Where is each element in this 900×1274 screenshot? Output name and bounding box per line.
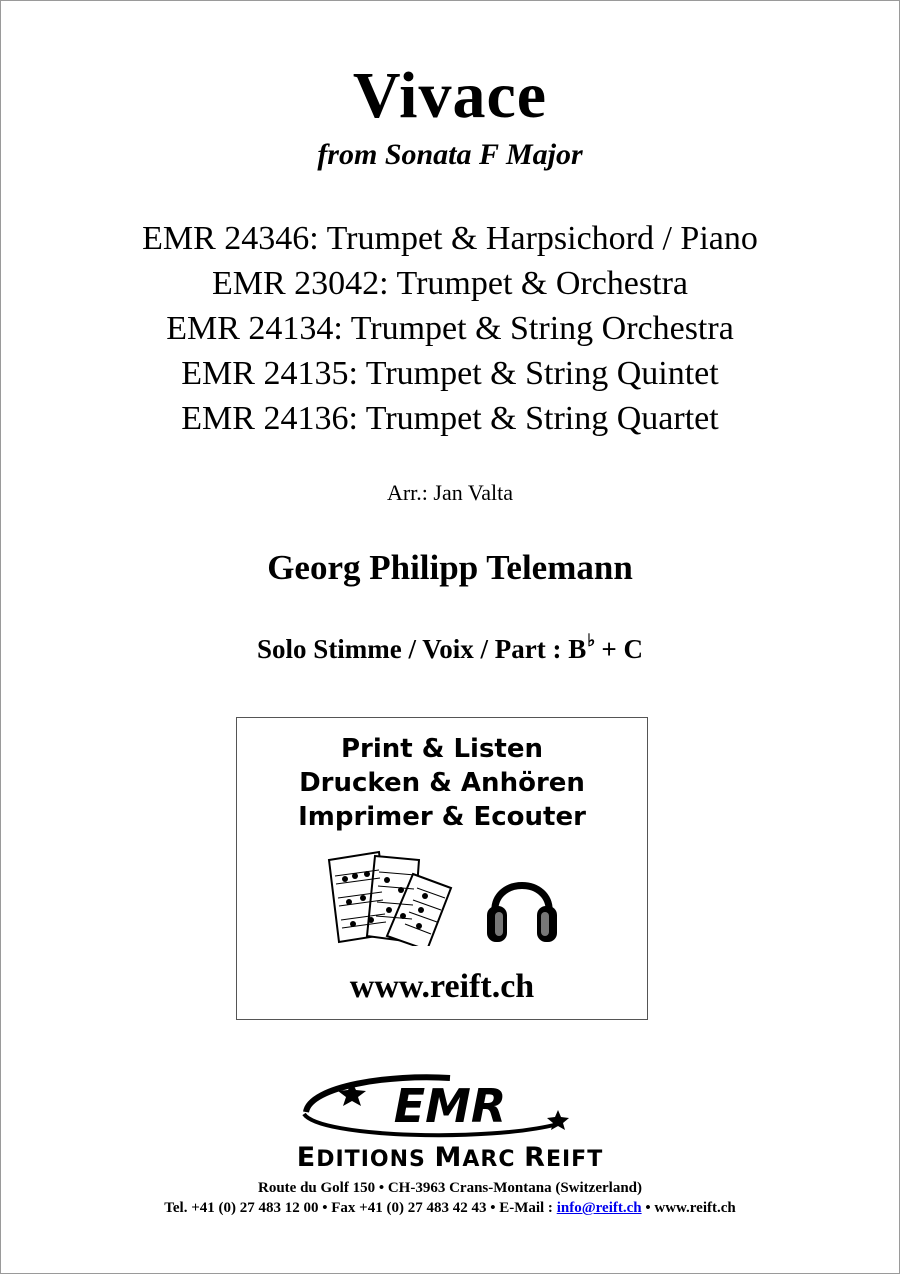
part-suffix: + C	[601, 634, 643, 664]
email-link[interactable]: info@reift.ch	[556, 1200, 642, 1216]
headphones-icon	[485, 866, 559, 946]
emr-logo-icon	[300, 1072, 600, 1142]
promo-line-german: Drucken & Anhören	[299, 768, 585, 798]
edition-item: EMR 24135: Trumpet & String Quintet	[181, 355, 719, 392]
composer: Georg Philipp Telemann	[267, 548, 633, 587]
score-subtitle: from Sonata F Major	[317, 138, 583, 171]
part-label: Solo Stimme / Voix / Part : B	[257, 634, 587, 664]
part-info	[0, 631, 900, 665]
logo-text: EMR	[393, 1079, 507, 1133]
publisher-name-part: ARC	[462, 1147, 525, 1172]
publisher-name	[0, 1142, 900, 1173]
promo-line-french: Imprimer & Ecouter	[298, 802, 586, 832]
publisher-name-part: M	[434, 1142, 463, 1173]
promo-line-english: Print & Listen	[340, 734, 544, 764]
publisher-name-part: E	[296, 1142, 317, 1173]
score-title: Vivace	[352, 59, 548, 132]
arranger: Arr.: Jan Valta	[386, 480, 514, 505]
promo-url: www.reift.ch	[349, 968, 535, 1005]
publisher-name-part: EIFT	[545, 1147, 604, 1172]
contact-suffix: • www.reift.ch	[641, 1200, 736, 1216]
print-listen-box	[236, 717, 648, 1020]
sheet-music-icon	[327, 846, 457, 946]
publisher-contact	[0, 1200, 900, 1217]
edition-list	[0, 216, 900, 441]
contact-prefix: Tel. +41 (0) 27 483 12 00 • Fax +41 (0) 27 483 42 43 • E-Mail :	[164, 1200, 557, 1216]
edition-item: EMR 24346: Trumpet & Harpsichord / Piano	[142, 220, 758, 257]
edition-item: EMR 24134: Trumpet & String Orchestra	[166, 310, 734, 347]
publisher-name-part: DITIONS	[316, 1147, 435, 1172]
flat-symbol: ♭	[587, 631, 596, 650]
publisher-name-part: R	[524, 1142, 546, 1173]
edition-item: EMR 24136: Trumpet & String Quartet	[181, 400, 719, 437]
publisher-address: Route du Golf 150 • CH-3963 Crans-Montana (Switzerland)	[258, 1180, 642, 1196]
edition-item: EMR 23042: Trumpet & Orchestra	[212, 265, 688, 302]
